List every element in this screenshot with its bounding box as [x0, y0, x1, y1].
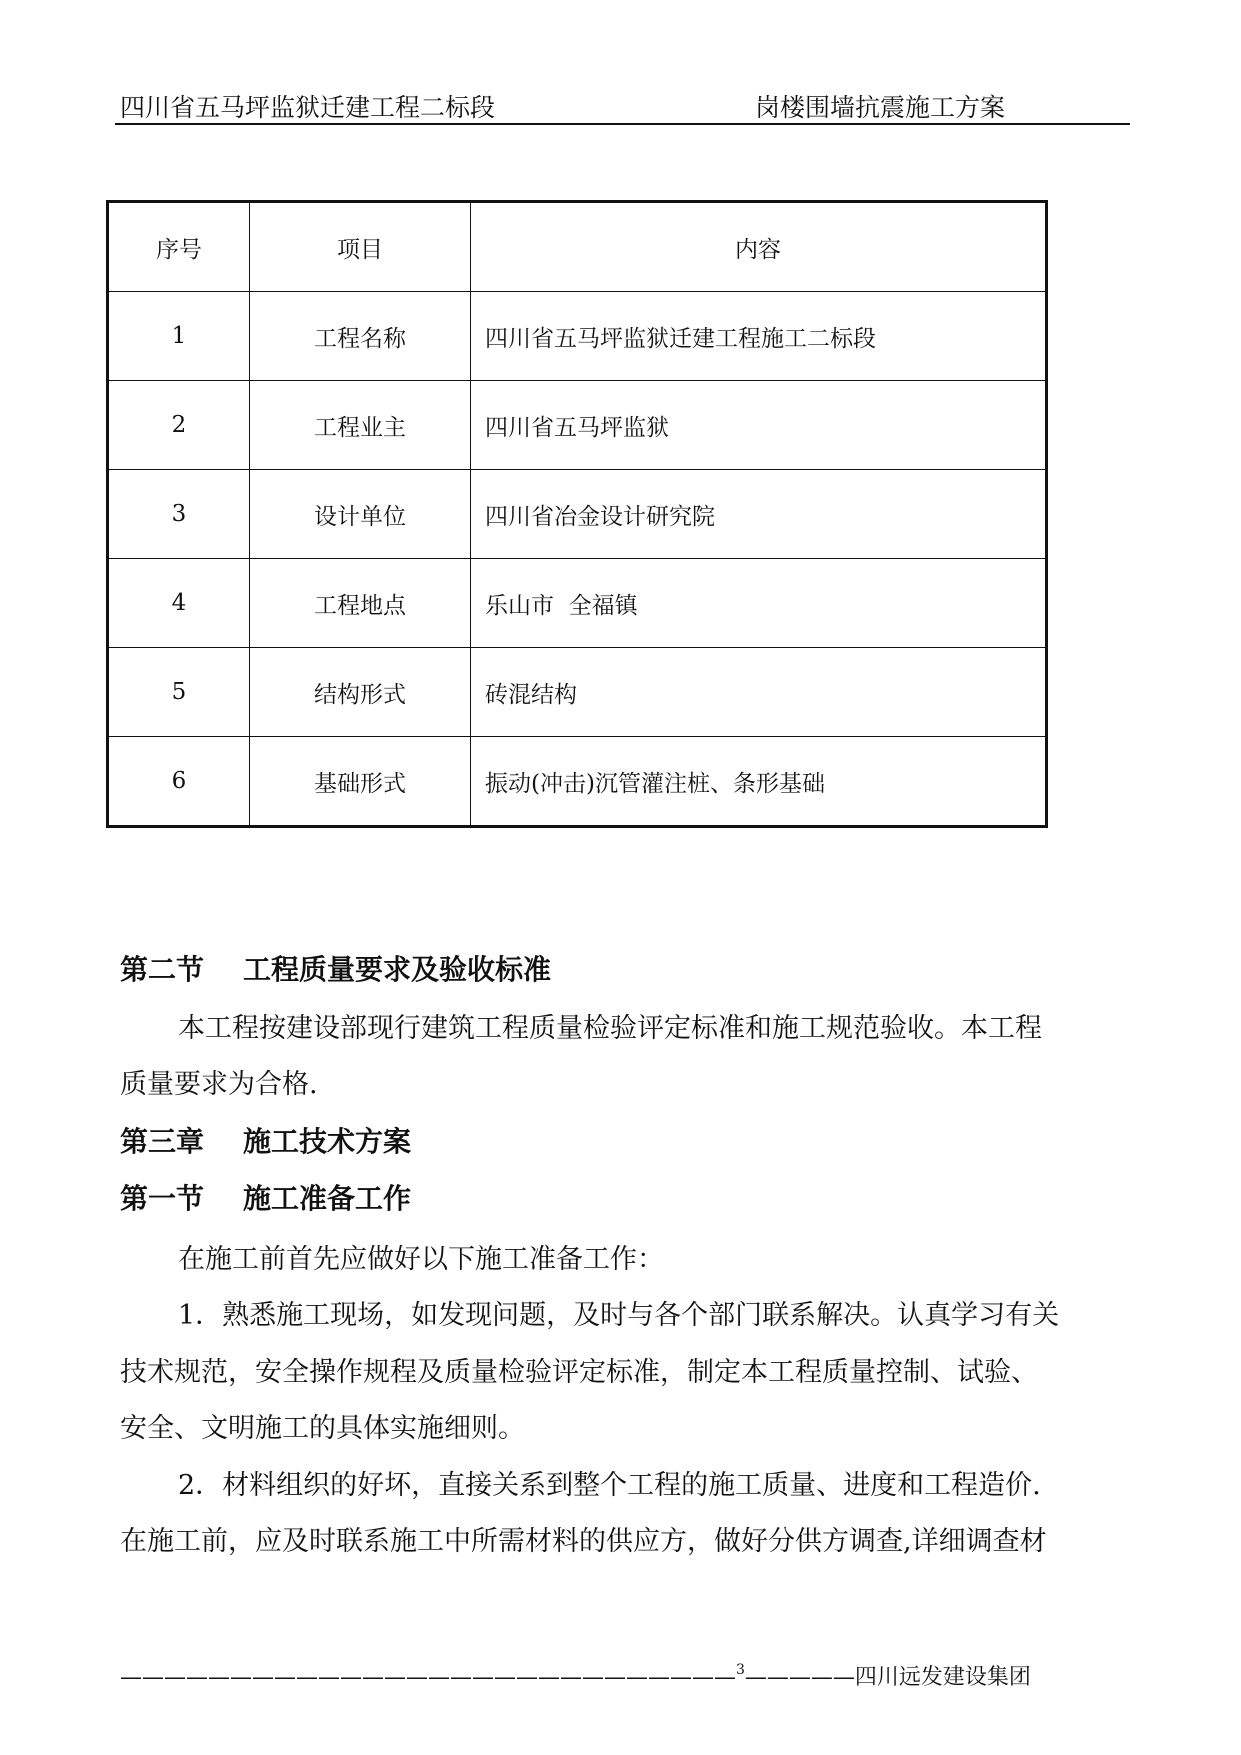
table-row [108, 559, 1047, 648]
cell-item: 基础形式 [250, 737, 471, 827]
page-footer [120, 1660, 1031, 1691]
cell-item: 结构形式 [250, 648, 471, 737]
table-row [108, 737, 1047, 827]
item1-line3: 安全、文明施工的具体实施细则。 [120, 1413, 525, 1444]
cell-content: 乐山市 全福镇 [471, 559, 1047, 648]
header-project-name: 四川省五马坪监狱迁建工程二标段 [120, 93, 496, 122]
footer-dashes-right: ————— [744, 1665, 855, 1690]
item1-line2: 技术规范，安全操作规程及质量检验评定标准，制定本工程质量控制、试验、 [120, 1357, 1038, 1388]
section2-heading: 第二节 工程质量要求及验收标准 [120, 953, 551, 986]
chapter3-heading: 第三章 施工技术方案 [120, 1125, 411, 1158]
col-header-no: 序号 [108, 202, 250, 292]
cell-no: 5 [108, 648, 250, 737]
table-header-row [108, 202, 1047, 292]
section2-text-line2: 质量要求为合格. [120, 1069, 318, 1100]
footer-dashes-left: ———————————————————————————— [120, 1665, 736, 1690]
cell-item: 设计单位 [250, 470, 471, 559]
cell-no: 3 [108, 470, 250, 559]
header-document-title: 岗楼围墙抗震施工方案 [755, 93, 1006, 122]
page-number: 3 [736, 1662, 745, 1678]
cell-item: 工程地点 [250, 559, 471, 648]
section1-heading: 第一节 施工准备工作 [120, 1182, 411, 1215]
table-row [108, 381, 1047, 470]
cell-no: 4 [108, 559, 250, 648]
item2-line2: 在施工前，应及时联系施工中所需材料的供应方，做好分供方调查,详细调查材 [120, 1526, 1047, 1557]
header-rule [115, 123, 1130, 125]
cell-no: 6 [108, 737, 250, 827]
cell-item: 工程名称 [250, 292, 471, 381]
col-header-content: 内容 [471, 202, 1047, 292]
cell-no: 2 [108, 381, 250, 470]
table-row [108, 470, 1047, 559]
project-info-table [106, 200, 1048, 828]
cell-content: 四川省五马坪监狱迁建工程施工二标段 [471, 292, 1047, 381]
intro-text: 在施工前首先应做好以下施工准备工作： [178, 1244, 664, 1275]
item1-line1: 1．熟悉施工现场，如发现问题，及时与各个部门联系解决。认真学习有关 [178, 1300, 1060, 1331]
section2-text-line1: 本工程按建设部现行建筑工程质量检验评定标准和施工规范验收。本工程 [178, 1013, 1042, 1044]
cell-no: 1 [108, 292, 250, 381]
cell-content: 四川省冶金设计研究院 [471, 470, 1047, 559]
table-row [108, 648, 1047, 737]
cell-content: 振动(冲击)沉管灌注桩、条形基础 [471, 737, 1047, 827]
cell-content: 四川省五马坪监狱 [471, 381, 1047, 470]
footer-company: 四川远发建设集团 [854, 1665, 1031, 1690]
item2-line1: 2．材料组织的好坏，直接关系到整个工程的施工质量、进度和工程造价. [178, 1470, 1041, 1501]
table-row [108, 292, 1047, 381]
cell-content: 砖混结构 [471, 648, 1047, 737]
cell-item: 工程业主 [250, 381, 471, 470]
col-header-item: 项目 [250, 202, 471, 292]
